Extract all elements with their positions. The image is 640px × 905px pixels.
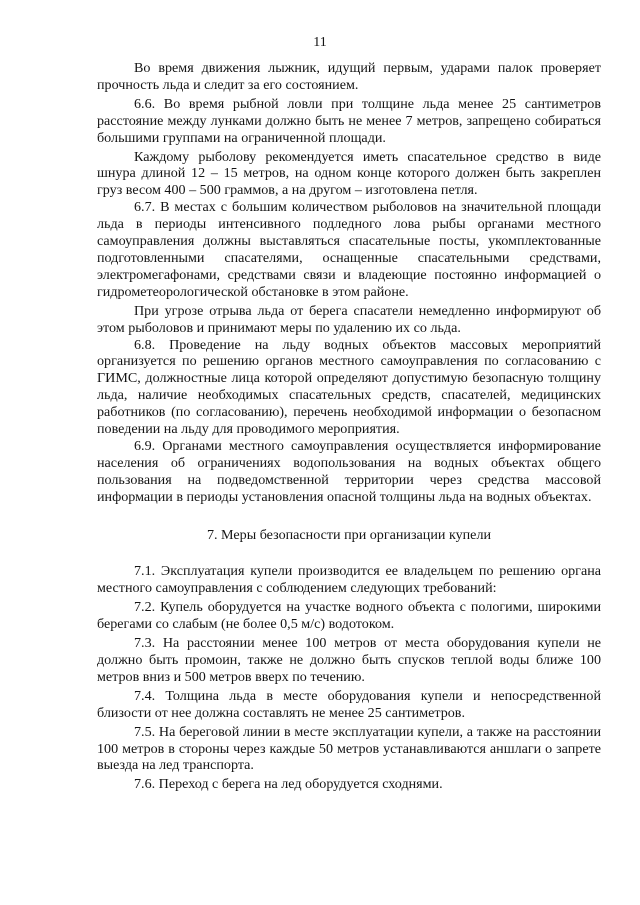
paragraph-rescue-cord: Каждому рыболову рекомендуется иметь спасательное средство в виде шнура длиной 12 – 15 метров, на одном конце которого должен быть закреплен груз весом 400 – 500 граммов, а на другом – изготовлена петля.	[97, 148, 601, 199]
paragraph-6-8: 6.8. Проведение на льду водных объектов массовых мероприятий организуется по решению органов местного самоуправления по согласованию с ГИМС, должностные лица которой определяют допустимую безопасную толщину льда, наличие необходимых спасательных средств, спасателей, медицинских работников (по согласованию), перечень необходимой информации о безопасном поведении на льду для проводимого мероприятия.	[97, 336, 601, 438]
document-body	[97, 60, 601, 793]
paragraph-7-1: 7.1. Эксплуатация купели производится ее владельцем по решению органа местного самоуправления с соблюдением следующих требований:	[97, 563, 601, 597]
section-heading: 7. Меры безопасности при организации купели	[206, 526, 492, 543]
page-number: 11	[313, 35, 327, 50]
paragraph-ice-detachment: При угрозе отрыва льда от берега спасатели немедленно информируют об этом рыболовов и принимают меры по удалению их со льда.	[97, 302, 601, 336]
paragraph-skier-check: Во время движения лыжник, идущий первым, ударами палок проверяет прочность льда и следит за его состоянием.	[97, 60, 601, 93]
paragraph-7-6: 7.6. Переход с берега на лед оборудуется сходнями.	[134, 776, 443, 793]
paragraph-6-6: 6.6. Во время рыбной ловли при толщине льда менее 25 сантиметров расстояние между лунками должно быть не менее 7 метров, запрещено собираться большими группами на ограниченной площади.	[97, 95, 601, 146]
paragraph-7-4: 7.4. Толщина льда в месте оборудования купели и непосредственной близости от нее должна составлять не менее 25 сантиметров.	[97, 687, 601, 721]
paragraph-6-7: 6.7. В местах с большим количеством рыболовов на значительной площади льда в периоды интенсивного подледного лова рыбы органами местного самоуправления должны выставляться спасательные посты, укомплектованные подготовленными спасателями, оснащенные спасательными средствами, электромегафонами, средствами связи и владеющие постоянно информацией о гидрометеорологической обстановке в этом районе.	[97, 199, 601, 300]
paragraph-6-9: 6.9. Органами местного самоуправления осуществляется информирование населения об ограничениях водопользования на водных объектах общего пользования на подведомственной территории через средства массовой информации в периоды установления опасной толщины льда на водных объектах.	[97, 437, 601, 505]
paragraph-7-2: 7.2. Купель оборудуется на участке водного объекта с пологими, широкими берегами со слабым (не более 0,5 м/с) водотоком.	[97, 599, 601, 633]
paragraph-7-3: 7.3. На расстоянии менее 100 метров от места оборудования купели не должно быть промоин, также не должно быть спусков теплой воды ближе 100 метров вниз и 500 метров вверх по течению.	[97, 635, 601, 685]
paragraph-7-5: 7.5. На береговой линии в месте эксплуатации купели, а также на расстоянии 100 метров в стороны через каждые 50 метров устанавливаются аншлаги о запрете выезда на лед транспорта.	[97, 723, 601, 774]
